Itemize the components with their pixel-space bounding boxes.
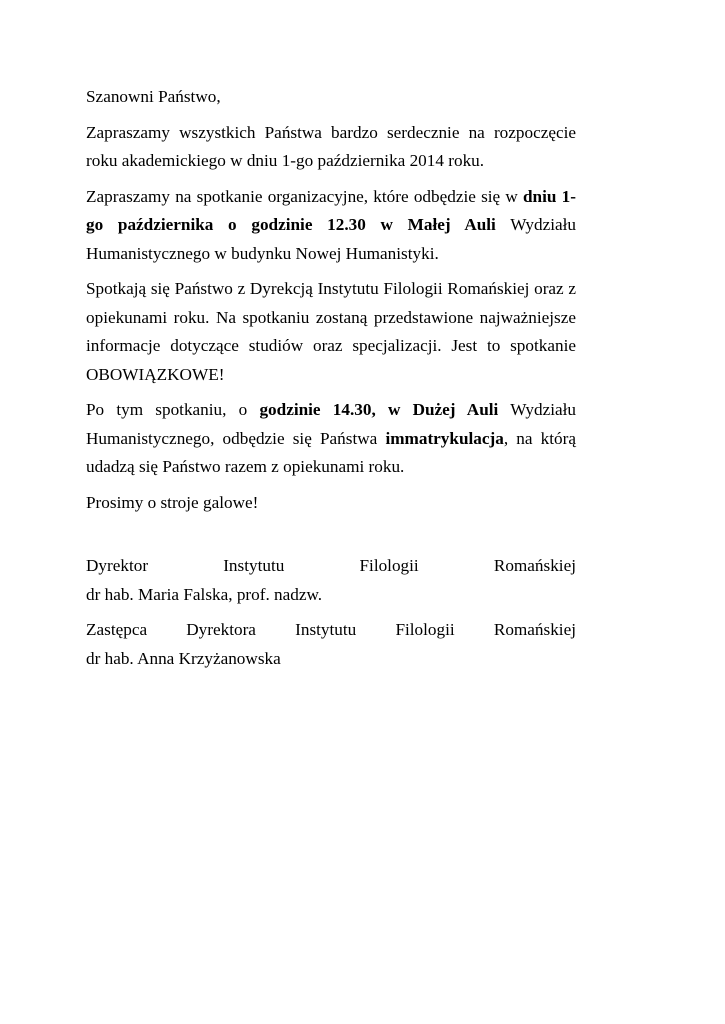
signature-title-word: Filologii — [395, 620, 455, 639]
signature-title-word: Instytutu — [295, 620, 357, 639]
signature-title — [86, 552, 576, 581]
signature-name: dr hab. Anna Krzyżanowska — [86, 648, 281, 668]
signature-deputy-director — [86, 616, 576, 673]
paragraph-dress-code: Prosimy o stroje galowe! — [86, 492, 259, 512]
paragraph-invitation: Zapraszamy wszystkich Państwa bardzo serdecznie na rozpoczęcie roku akademickiego w dniu 1-go października 2014 roku. — [86, 122, 576, 170]
signature-title-word: Filologii — [359, 556, 419, 575]
signature-title-word: Romańskiej — [493, 556, 576, 575]
letter-document — [86, 83, 576, 680]
matriculation-time-place: godzinie 14.30, w Dużej Auli — [259, 400, 499, 419]
paragraph-directorate: Spotkają się Państwo z Dyrekcją Instytutu Filologii Romańskiej oraz z opiekunami roku. Na spotkaniu zostaną przedstawione najważniejsze informacje dotyczące studiów oraz specjalizacji. Jest to spotkanie OBOWIĄZKOWE! — [86, 279, 576, 384]
matriculation-text-1: Po tym spotkaniu, o — [86, 400, 260, 419]
signature-title-word: Instytutu — [223, 556, 285, 575]
spacer — [86, 524, 576, 552]
signature-director — [86, 552, 576, 609]
signature-title-word: Dyrektor — [86, 556, 149, 575]
signature-name: dr hab. Maria Falska, prof. nadzw. — [86, 584, 323, 604]
signature-title-word: Dyrektora — [186, 620, 256, 639]
paragraph-meeting — [86, 183, 576, 269]
meeting-text-before: Zapraszamy na spotkanie organizacyjne, które odbędzie się w — [86, 186, 523, 206]
matriculation-text-2: Wydziału Humanistycznego, odbędzie się Państwa — [86, 400, 576, 448]
paragraph-matriculation — [86, 396, 576, 482]
meeting-date-time-place: dniu 1-go października o godzinie 12.30 w Małej Auli — [86, 186, 576, 234]
matriculation-word: immatrykulacja — [385, 428, 504, 448]
meeting-text-after: Wydziału Humanistycznego w budynku Nowej Humanistyki. — [86, 215, 577, 263]
matriculation-text-3: , na którą udadzą się Państwo razem z opiekunami roku. — [86, 428, 576, 476]
signature-title-word: Zastępca — [86, 620, 148, 639]
signature-title — [86, 616, 576, 645]
signature-title-word: Romańskiej — [493, 620, 576, 639]
greeting: Szanowni Państwo, — [86, 87, 221, 106]
